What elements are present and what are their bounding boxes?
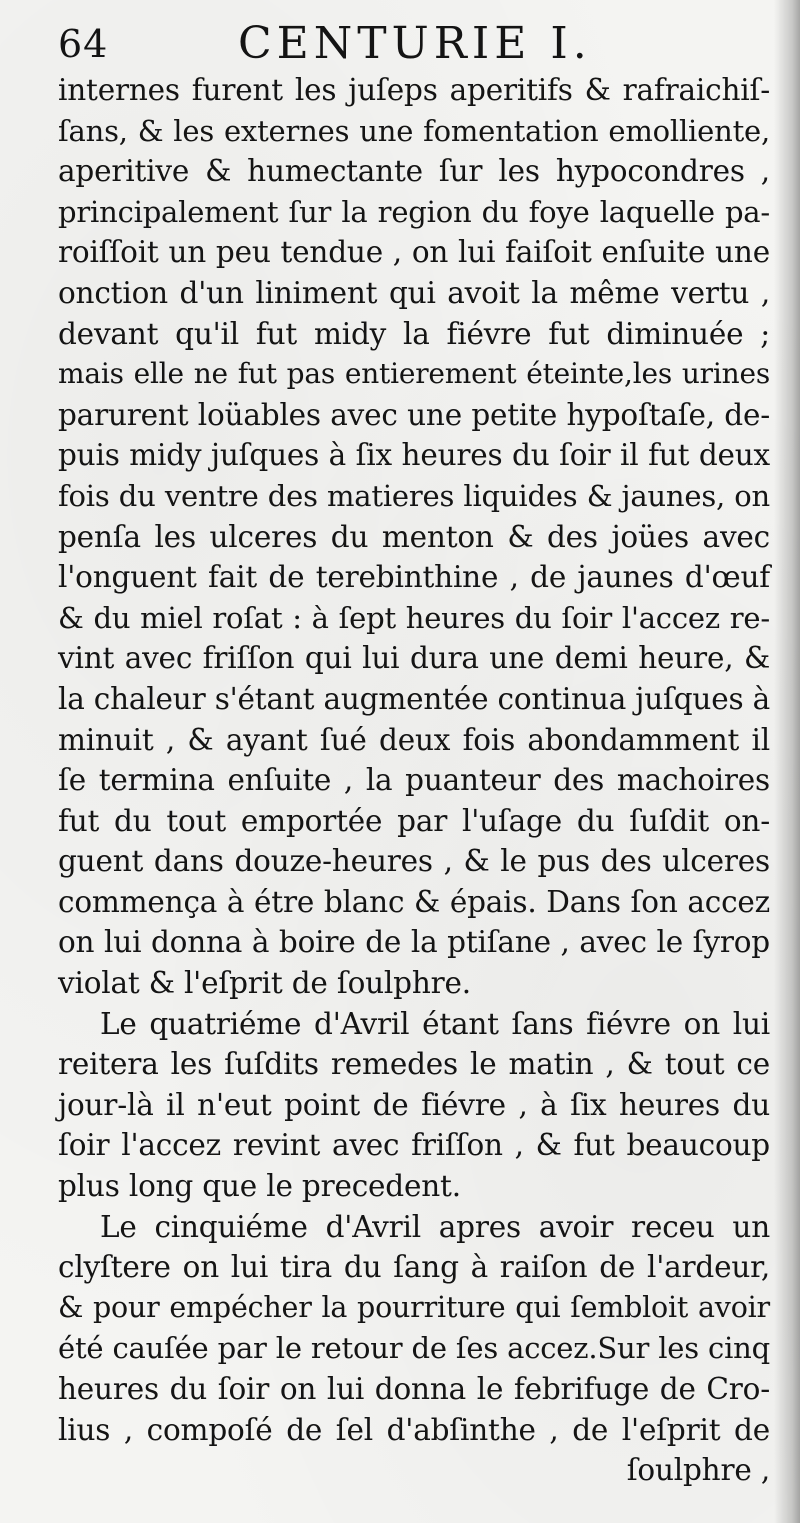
text-line: plus long que le precedent. [58,1169,461,1204]
running-head [58,18,748,70]
text-line: la chaleur s'étant augmentée continua juſques à [58,681,770,716]
text-line: roiſſoit un peu tendue , on lui faiſoit enſuite une [58,235,770,270]
text-line: heures du ſoir on lui donna le febrifuge de Cro- [58,1372,770,1406]
page-edge-shadow [774,0,800,1523]
text-line: vint avec friſſon qui lui dura une demi heure, & [58,641,770,676]
text-line: Le quatriéme d'Avril étant ſans fiévre on lui [100,1006,770,1041]
text-line: commença à étre blanc & épais. Dans ſon accez [58,884,770,919]
text-line: l'onguent fait de terebinthine , de jaunes d'œuf [58,560,770,595]
text-line: Le cinquiéme d'Avril apres avoir receu un [100,1209,770,1244]
text-line: mais elle ne fut pas entierement éteinte,les urines [58,357,770,391]
text-line: fut du tout emportée par l'uſage du ſuſdit on- [58,803,770,838]
text-line: clyſtere on lui tira du ſang à raiſon de l'ardeur, [58,1250,770,1285]
text-line: penſa les ulceres du menton & des joües avec [58,519,770,554]
text-line: & du miel roſat : à ſept heures du ſoir l'accez re- [58,600,770,635]
text-line: internes furent les juſeps aperitifs & rafraichiſ- [58,73,770,107]
page-number: 64 [58,22,109,66]
paragraph-3 [58,1207,770,1451]
text-line: devant qu'il fut midy la fiévre fut diminuée ; [58,316,770,351]
text-line: puis midy juſques à ſix heures du ſoir il fut deux [58,438,770,473]
text-line: aperitive & humectante ſur les hypocondres , [58,154,770,189]
text-line: fois du ventre des matieres liquides & jaunes, on [58,478,770,513]
text-line: été cauſée par le retour de ſes accez.Sur les cinq [58,1331,770,1366]
text-line: reitera les ſuſdits remedes le matin , & tout ce [58,1047,770,1082]
text-line: violat & l'eſprit de ſoulphre. [58,966,471,1001]
text-line: ſans, & les externes une fomentation emolliente, [58,113,770,148]
paragraph-2 [58,1004,770,1207]
text-line: on lui donna à boire de la ptiſane , avec le ſyrop [58,925,770,960]
text-line: ſoir l'accez revint avec friſſon , & fut beaucoup [58,1128,770,1163]
text-line: guent dans douze-heures , & le pus des ulceres [58,844,770,879]
text-line: & pour empécher la pourriture qui ſembloit avoir [58,1290,770,1324]
text-line: ſe termina enſuite , la puanteur des machoires [58,763,770,798]
paragraph-1 [58,70,770,1004]
text-line: principalement ſur la region du foye laquelle pa- [58,194,770,229]
running-title: CENTURIE I. [238,18,592,69]
text-line: parurent loüables avec une petite hypoſtaſe, de- [58,397,770,432]
text-line: jour-là il n'eut point de fiévre , à ſix heures du [58,1087,770,1122]
text-line: minuit , & ayant ſué deux fois abondamment il [58,722,770,757]
text-line: lius , compoſé de ſel d'abſinthe , de l'eſprit de [58,1412,770,1447]
text-line: onction d'un liniment qui avoit la même vertu , [58,275,770,310]
catchword: ſoulphre , [626,1453,770,1488]
body-text [58,70,770,1491]
